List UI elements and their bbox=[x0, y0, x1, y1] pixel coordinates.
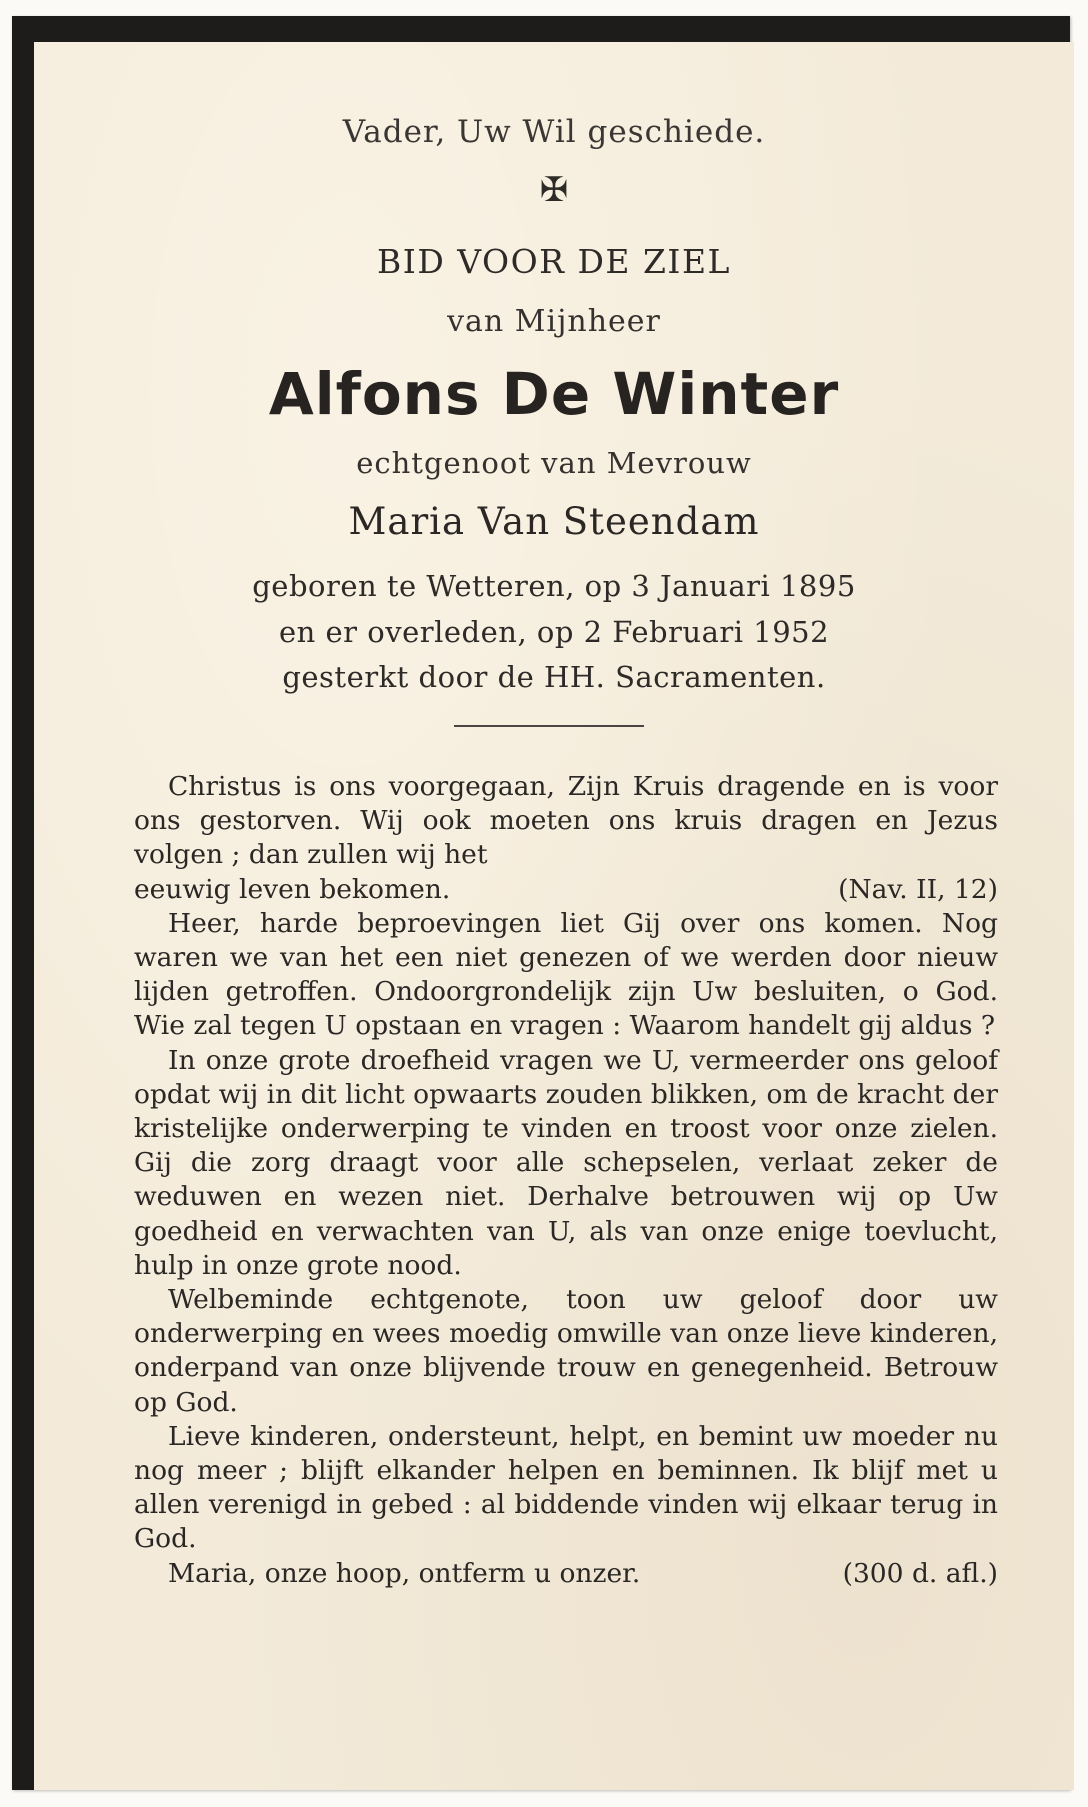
deceased-name: Alfons De Winter bbox=[268, 360, 840, 428]
memorial-card bbox=[12, 16, 1070, 1790]
motto: Vader, Uw Wil geschiede. bbox=[342, 114, 766, 150]
sacrament-line: gesterkt door de HH. Sacramenten. bbox=[282, 660, 826, 694]
indulgence-note: (300 d. afl.) bbox=[842, 1557, 998, 1589]
prayer-paragraph-1-text: Christus is ons voorgegaan, Zijn Kruis dragende en is voor ons gestorven. Wij ook moeten ons kruis dragen en Jezus volgen ; dan zullen wij het bbox=[134, 771, 998, 871]
birth-line: geboren te Wetteren, op 3 Januari 1895 bbox=[252, 569, 856, 603]
prayer-paragraph-1 bbox=[134, 770, 998, 907]
prayer-paragraph-5: Lieve kinderen, ondersteunt, helpt, en bemint uw moeder nu nog meer ; blijft elkander helpen en beminnen. Ik blijf met u allen verenigd in gebed : al biddende vinden wij elkaar terug in God. bbox=[134, 1420, 998, 1555]
prayer-text bbox=[134, 770, 998, 1591]
prayer-paragraph-6 bbox=[134, 1557, 998, 1591]
prayer-paragraph-1-end: eeuwig leven bekomen. bbox=[134, 873, 451, 905]
scripture-reference: (Nav. II, 12) bbox=[838, 873, 998, 905]
prayer-paragraph-2: Heer, harde beproevingen liet Gij over ons komen. Nog waren we van het een niet genezen of we werden door nieuw lijden getroffen. Ondoorgrondelijk zijn Uw besluiten, o God. Wie zal tegen U opstaan en vragen : Waarom handelt gij aldus ? bbox=[134, 907, 998, 1042]
prayer-heading: BID VOOR DE ZIEL bbox=[377, 242, 731, 281]
title-prefix: van Mijnheer bbox=[447, 304, 661, 339]
prayer-paragraph-1-last-line bbox=[134, 873, 998, 907]
spouse-intro: echtgenoot van Mevrouw bbox=[356, 446, 752, 480]
prayer-paragraph-6-line bbox=[134, 1557, 998, 1591]
closing-invocation: Maria, onze hoop, ontferm u onzer. bbox=[168, 1557, 641, 1589]
prayer-paragraph-4: Welbeminde echtgenote, toon uw geloof door uw onderwerping en wees moedig omwille van onze lieve kinderen, onderpand van onze blijvende trouw en genegenheid. Betrouw op God. bbox=[134, 1284, 998, 1418]
card-paper bbox=[34, 42, 1074, 1790]
divider bbox=[454, 725, 644, 727]
cross-icon: ✠ bbox=[539, 170, 569, 210]
death-line: en er overleden, op 2 Februari 1952 bbox=[278, 615, 830, 649]
spouse-name: Maria Van Steendam bbox=[348, 500, 760, 543]
prayer-paragraph-3: In onze grote droefheid vragen we U, vermeerder ons geloof opdat wij in dit licht opwaarts zouden blikken, om de kracht der kristelijke onderwerping te vinden en troost voor onze zielen. Gij die zorg draagt voor alle schepselen, verlaat zeker de weduwen en wezen niet. Derhalve betrouwen wij op Uw goedheid en verwachten van U, als van onze enige toevlucht, hulp in onze grote nood. bbox=[134, 1044, 998, 1281]
